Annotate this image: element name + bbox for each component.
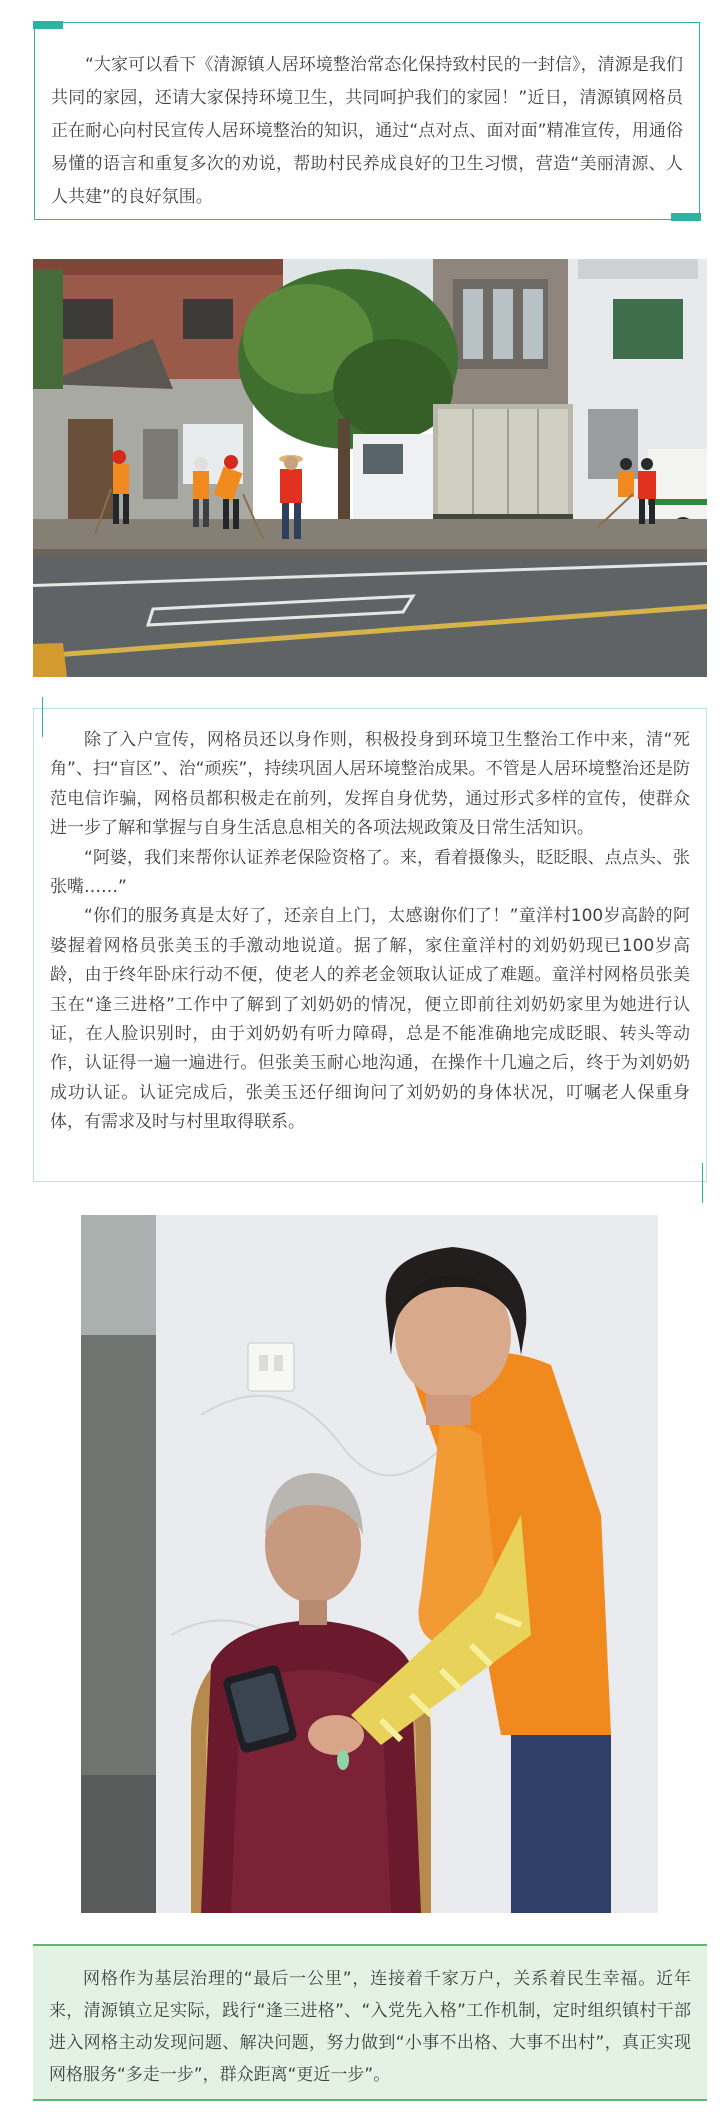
corner-accent-bottom-right <box>671 213 701 221</box>
main-text-box <box>33 708 707 1182</box>
main-paragraph-2: “阿婆，我们来帮你认证养老保险资格了。来，看着摄像头，眨眨眼、点点头、张张嘴……” <box>50 847 690 898</box>
closing-paragraph: 网格作为基层治理的“最后一公里”，连接着千家万户，关系着民生幸福。近年来，清源镇立足实际，践行“逢三进格”、“入党先入格”工作机制，定时组织镇村干部进入网格主动发现问题、解决问题，努力做到“小事不出格、大事不出村”，真正实现网格服务“多走一步”，群众距离“更近一步”。 <box>49 1969 691 2085</box>
accent-line-left <box>42 697 43 737</box>
photo-pension-authentication <box>81 1215 658 1913</box>
closing-box <box>33 1944 707 2101</box>
intro-box <box>34 22 700 220</box>
photo-street-cleaning <box>33 259 707 677</box>
corner-accent-top-left <box>33 21 63 29</box>
main-paragraph-3: “你们的服务真是太好了，还亲自上门，太感谢你们了！”童洋村100岁高龄的阿婆握着网格员张美玉的手激动地说道。据了解，家住童洋村的刘奶奶现已100岁高龄，由于终年卧床行动不便，使老人的养老金领取认证成了难题。童洋村网格员张美玉在“逢三进格”工作中了解到了刘奶奶的情况，便立即前往刘奶奶家里为她进行认证，在人脸识别时，由于刘奶奶有听力障碍，总是不能准确地完成眨眼、转头等动作，认证得一遍一遍进行。但张美玉耐心地沟通，在操作十几遍之后，终于为刘奶奶成功认证。认证完成后，张美玉还仔细询问了刘奶奶的身体状况，叮嘱老人保重身体，有需求及时与村里取得联系。 <box>50 906 690 1133</box>
main-paragraph-1: 除了入户宣传，网格员还以身作则，积极投身到环境卫生整治工作中来，清“死角”、扫“盲区”、治“顽疾”，持续巩固人居环境整治成果。不管是人居环境整治还是防范电信诈骗，网格员都积极走在前列，发挥自身优势，通过形式多样的宣传，使群众进一步了解和掌握与自身生活息息相关的各项法规政策及日常生活知识。 <box>50 730 690 839</box>
intro-paragraph: “大家可以看下《清源镇人居环境整治常态化保持致村民的一封信》，清源是我们共同的家园，还请大家保持环境卫生，共同呵护我们的家园！”近日，清源镇网格员正在耐心向村民宣传人居环境整治的知识，通过“点对点、面对面”精准宣传，用通俗易懂的语言和重复多次的劝说，帮助村民养成良好的卫生习惯，营造“美丽清源、人人共建”的良好氛围。 <box>51 55 683 207</box>
accent-line-right <box>702 1163 703 1203</box>
